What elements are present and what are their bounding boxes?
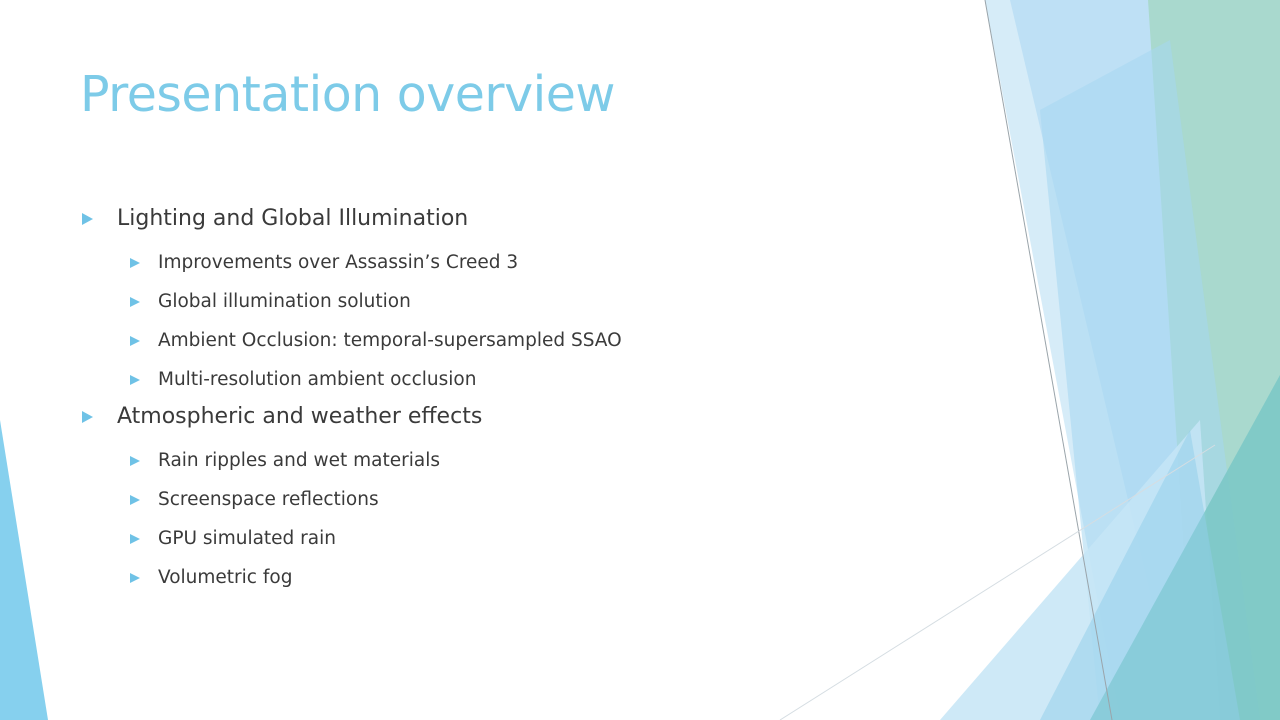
list-item [130,252,518,273]
list-item-label: Ambient Occlusion: temporal-supersampled SSAO [158,330,622,351]
triangle-bullet-icon [130,456,140,466]
list-item [130,330,622,351]
list-item [130,528,336,549]
list-item-label: Rain ripples and wet materials [158,450,440,471]
list-item-label: GPU simulated rain [158,528,336,549]
triangle-bullet-icon [82,411,93,423]
triangle-bullet-icon [130,573,140,583]
list-item [130,567,292,588]
triangle-bullet-icon [130,336,140,346]
list-item [130,369,476,390]
triangle-bullet-icon [130,297,140,307]
list-item-label: Global illumination solution [158,291,411,312]
list-item [130,450,440,471]
triangle-bullet-icon [130,534,140,544]
section-label: Atmospheric and weather effects [117,404,483,429]
slide-title: Presentation overview [80,66,615,123]
section-label: Lighting and Global Illumination [117,206,469,231]
list-item-label: Volumetric fog [158,567,293,588]
triangle-bullet-icon [130,258,140,268]
list-item [130,489,379,510]
list-item-label: Multi-resolution ambient occlusion [158,369,477,390]
section-atmospheric [82,404,482,429]
triangle-bullet-icon [130,375,140,385]
list-item-label: Screenspace reflections [158,489,379,510]
triangle-bullet-icon [82,213,93,225]
list-item-label: Improvements over Assassin’s Creed 3 [158,252,519,273]
left-edge-shape [0,420,48,720]
section-lighting [82,206,468,231]
triangle-bullet-icon [130,495,140,505]
list-item [130,291,411,312]
